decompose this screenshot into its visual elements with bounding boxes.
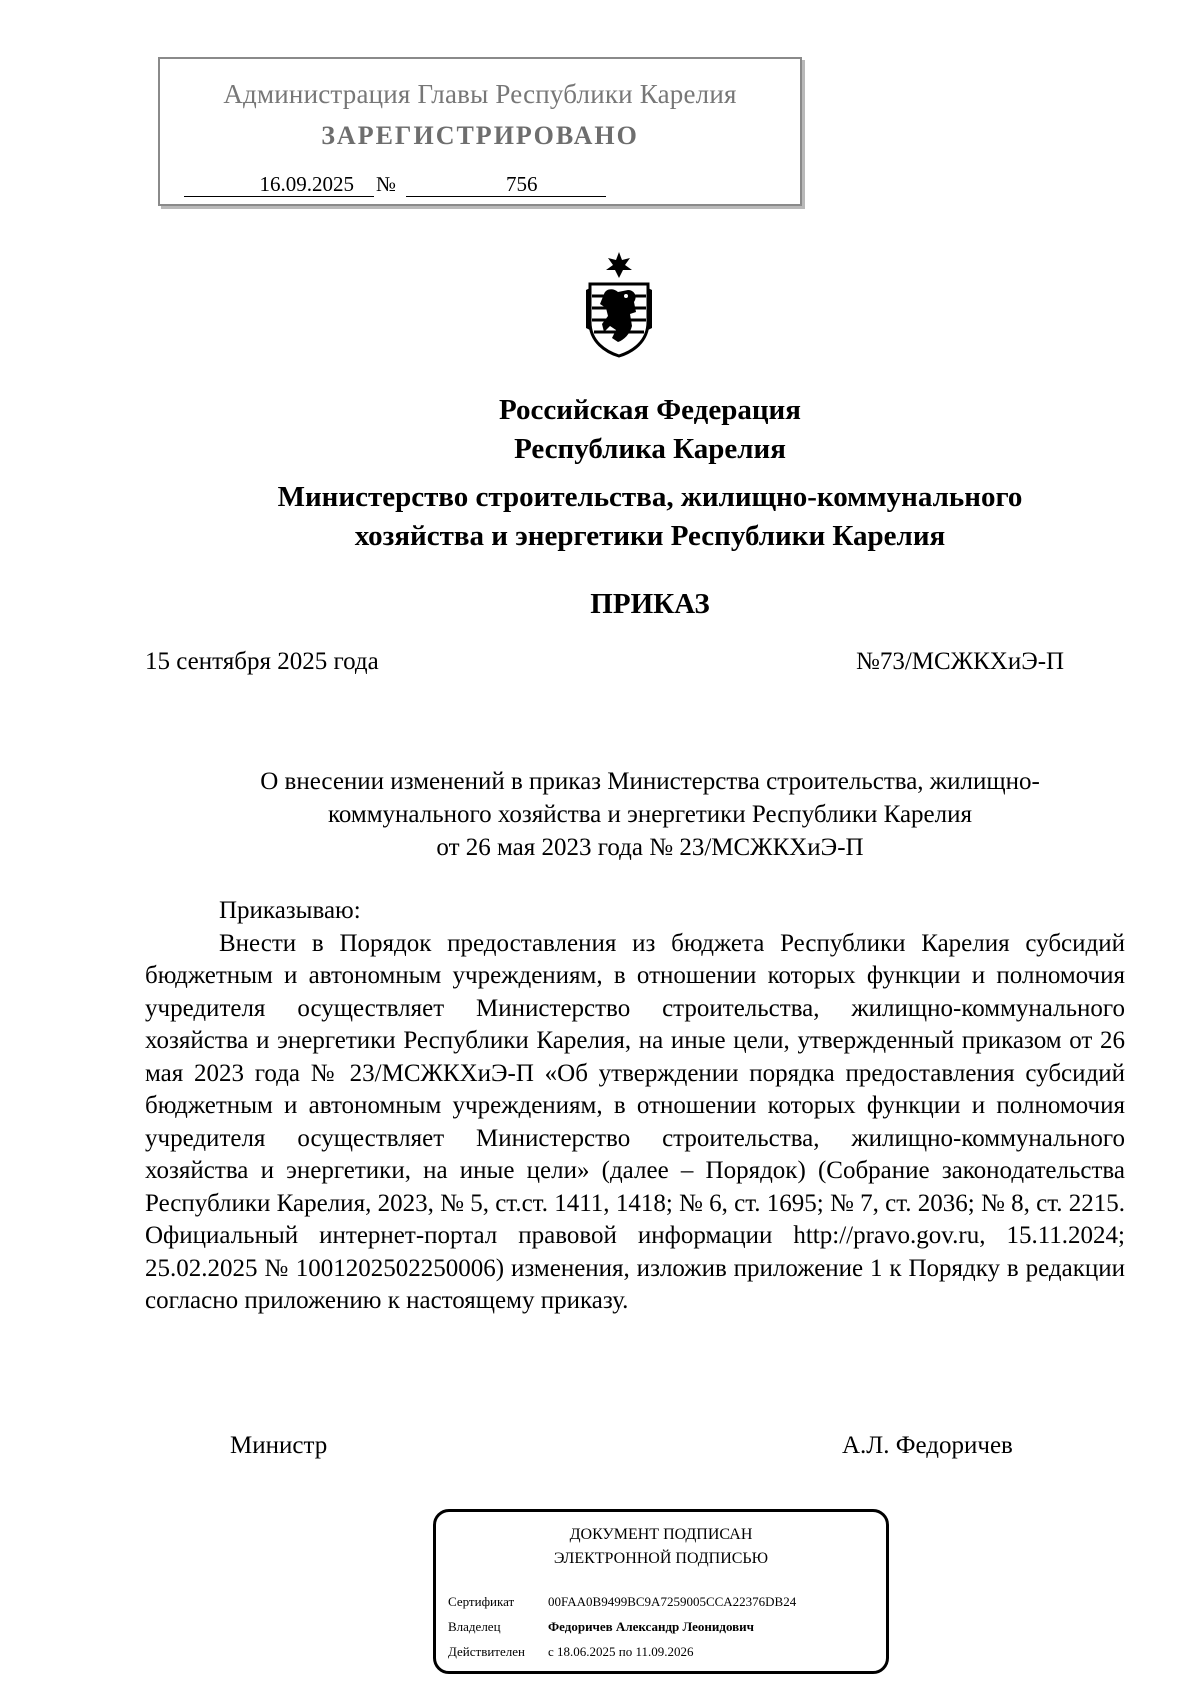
registration-status: ЗАРЕГИСТРИРОВАНО	[321, 121, 639, 150]
esig-valid-label: Действителен	[448, 1644, 525, 1659]
registration-date: 16.09.2025	[184, 172, 374, 197]
electronic-signature-stamp	[433, 1509, 889, 1674]
esig-valid-to-prefix: по	[618, 1644, 633, 1659]
signatory-name: А.Л. Федоричев	[842, 1432, 1013, 1459]
order-number: №73/МСЖКХиЭ-П	[856, 648, 1065, 675]
esig-valid-to: 11.09.2026	[635, 1644, 694, 1659]
esig-header-line2: ЭЛЕКТРОННОЙ ПОДПИСЬЮ	[553, 1550, 769, 1567]
esig-validity-row	[448, 1644, 694, 1660]
esig-certificate-value: 00FAA0B9499BC9A7259005CCA22376DB24	[548, 1594, 797, 1609]
body-intro: Приказываю:	[219, 897, 361, 924]
esig-owner-row	[448, 1619, 754, 1635]
body-paragraph: Внести в Порядок предоставления из бюджета Республики Карелия субсидий бюджетным и автономным учреждениям, в отношении которых функции и полномочия учредителя осуществляет Министерство строительства, жилищно-коммунального хозяйства и энергетики Республики Карелия, на иные цели, утвержденный приказом от 26 мая 2023 года № 23/МСЖКХиЭ-П «Об утверждении порядка предоставления субсидий бюджетным и автономным учреждениям, в отношении которых функции и полномочия учредителя осуществляет Министерство строительства, жилищно-коммунального хозяйства и энергетики, на иные цели» (далее – Порядок) (Собрание законодательства Республики Карелия, 2023, № 5, ст.ст. 1411, 1418; № 6, ст. 1695; № 7, ст. 2036; № 8, ст. 2215. Официальный интернет-портал правовой информации http://pravo.gov.ru, 15.11.2024; 25.02.2025 № 1001202502250006) изменения, изложив приложение 1 к Порядку в редакции согласно приложению к настоящему приказу.	[145, 929, 1125, 1314]
esig-owner-value: Федоричев Александр Леонидович	[548, 1619, 754, 1634]
registration-number: 756	[406, 172, 606, 197]
order-subject	[145, 765, 1155, 864]
order-body	[145, 895, 1125, 1318]
header-country: Российская Федерация	[499, 394, 801, 426]
subject-line2: коммунального хозяйства и энергетики Республики Карелия	[327, 801, 972, 828]
header-republic: Республика Карелия	[514, 433, 786, 465]
subject-line1: О внесении изменений в приказ Министерства строительства, жилищно-	[260, 768, 1040, 795]
esig-valid-from: 18.06.2025	[557, 1644, 616, 1659]
registration-stamp	[158, 57, 802, 206]
order-date: 15 сентября 2025 года	[145, 648, 379, 675]
document-type: ПРИКАЗ	[590, 588, 710, 620]
esig-header-line1: ДОКУМЕНТ ПОДПИСАН	[569, 1526, 753, 1543]
registration-authority: Администрация Главы Республики Карелия	[223, 79, 737, 109]
registration-number-sign: №	[376, 172, 397, 196]
esig-certificate-label: Сертификат	[448, 1594, 515, 1609]
karelia-coat-of-arms-icon	[584, 250, 654, 358]
subject-line3: от 26 мая 2023 года № 23/МСЖКХиЭ-П	[436, 834, 864, 861]
header-ministry-line2: хозяйства и энергетики Республики Карелия	[354, 520, 946, 552]
esig-owner-label: Владелец	[448, 1619, 501, 1634]
signatory-position: Министр	[230, 1432, 328, 1459]
header-ministry-line1: Министерство строительства, жилищно-коммунального	[277, 481, 1023, 513]
esig-valid-from-prefix: с	[548, 1644, 554, 1659]
esig-certificate-row	[448, 1594, 796, 1610]
